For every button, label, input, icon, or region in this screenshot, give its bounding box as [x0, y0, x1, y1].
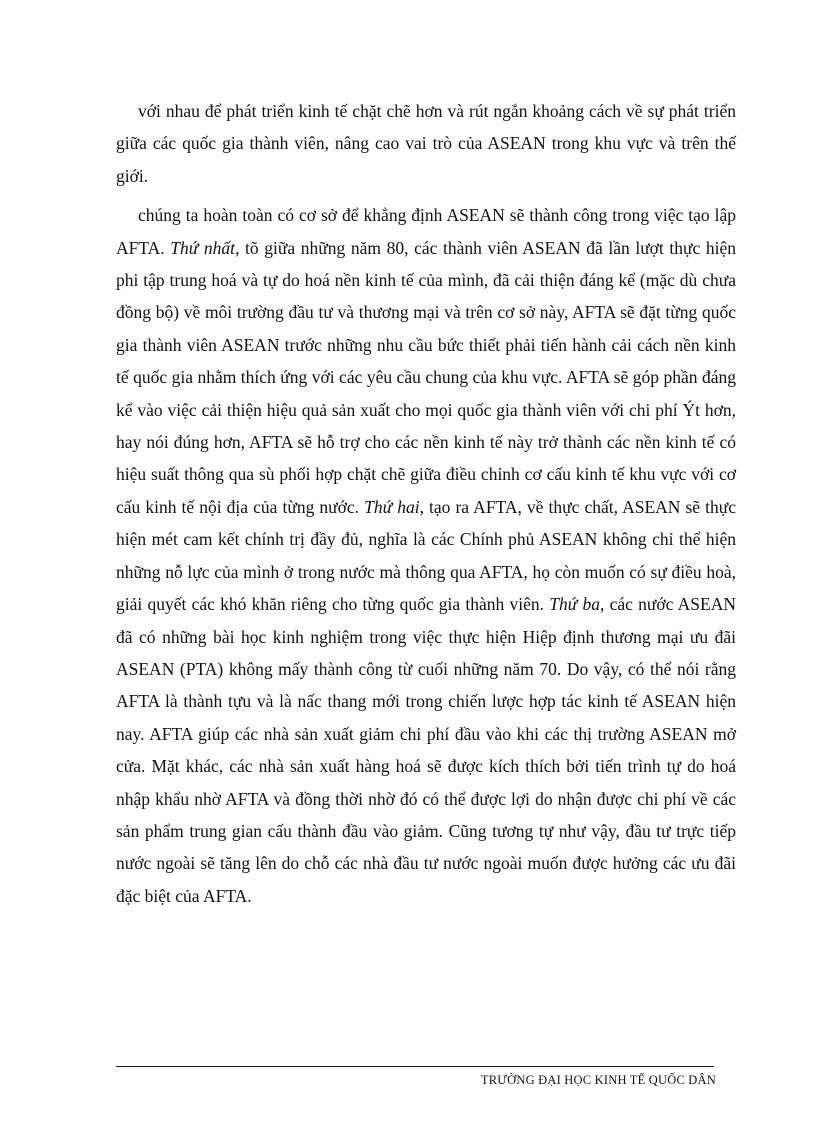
paragraph-1	[116, 95, 736, 192]
paragraph-2-text-1: chúng ta hoàn toàn có cơ sở để khẳng định ASEAN sẽ thành công trong việc tạo lập AFTA.	[116, 205, 736, 258]
paragraph-2-text-2: , tõ giữa những năm 80, các thành viên ASEAN đã lần lượt thực hiện phi tập trung hoá và tự do hoá nền kinh tế của mình, đã cải thiện đáng kể (mặc dù chưa đồng bộ) về môi trường đầu tư và thương mại và trên cơ sở này, AFTA sẽ đặt từng quốc gia thành viên ASEAN trước những nhu cầu bức thiết phải tiến hành cải cách nền kinh tế quốc gia nhằm thích ứng với các yêu cầu chung của khu vực. AFTA sẽ góp phần đáng kể vào việc cải thiện hiệu quả sản xuất cho mọi quốc gia thành viên với chi phí Ýt hơn, hay nói đúng hơn, AFTA sẽ hỗ trợ cho các nền kinh tế này trở thành các nền kinh tế có hiệu suất thông qua sù phối hợp chặt chẽ giữa điều chỉnh cơ cấu kinh tế khu vực với cơ cấu kinh tế nội địa của từng nước.	[116, 237, 737, 517]
emphasis-thu-ba: Thứ ba	[549, 594, 601, 615]
paragraph-2-text-3: , tạo ra AFTA, về thực chất, ASEAN sẽ thực hiện mét cam kết chính trị đầy đủ, nghĩa là các Chính phủ ASEAN không chỉ thể hiện những nỗ lực của mình ở trong nước mà thông qua AFTA, họ còn muốn có sự điều hoà, giải quyết các khó khăn riêng cho từng quốc gia thành viên.	[116, 496, 736, 615]
footer-divider	[116, 1066, 714, 1067]
paragraph-2-text-4: , các nước ASEAN đã có những bài học kinh nghiệm trong việc thực hiện Hiệp định thương mại ưu đãi ASEAN (PTA) không mấy thành công từ cuối những năm 70. Do vậy, có thể nói rằng AFTA là thành tựu và là nấc thang mới trong chiến lược hợp tác kinh tế ASEAN hiện nay. AFTA giúp các nhà sản xuất giảm chi phí đầu vào khi các thị trường ASEAN mở cửa. Mặt khác, các nhà sản xuất hàng hoá sẽ được kích thích bởi tiến trình tự do hoá nhập khẩu nhờ AFTA và đồng thời nhờ đó có thể được lợi do nhận được chi phí về các sản phẩm trung gian cấu thành đầu vào giảm. Cũng tương tự như vậy, đầu tư trực tiếp nước ngoài sẽ tăng lên do chỗ các nhà đầu tư nước ngoài muốn được hưởng các ưu đãi đặc biệt của AFTA.	[116, 594, 736, 906]
footer-university-name: TRƯỜNG ĐẠI HỌC KINH TẾ QUỐC DÂN	[480, 1073, 716, 1087]
emphasis-thu-nhat: Thứ nhất	[170, 237, 236, 258]
emphasis-thu-hai: Thứ hai	[364, 496, 420, 517]
body-text	[116, 95, 736, 912]
paragraph-2	[116, 199, 736, 912]
document-page	[116, 0, 736, 1123]
paragraph-1-text: với nhau để phát triển kinh tế chặt chẽ hơn và rút ngắn khoảng cách về sự phát triển giữa các quốc gia thành viên, nâng cao vai trò của ASEAN trong khu vực và trên thế giới.	[116, 101, 736, 186]
